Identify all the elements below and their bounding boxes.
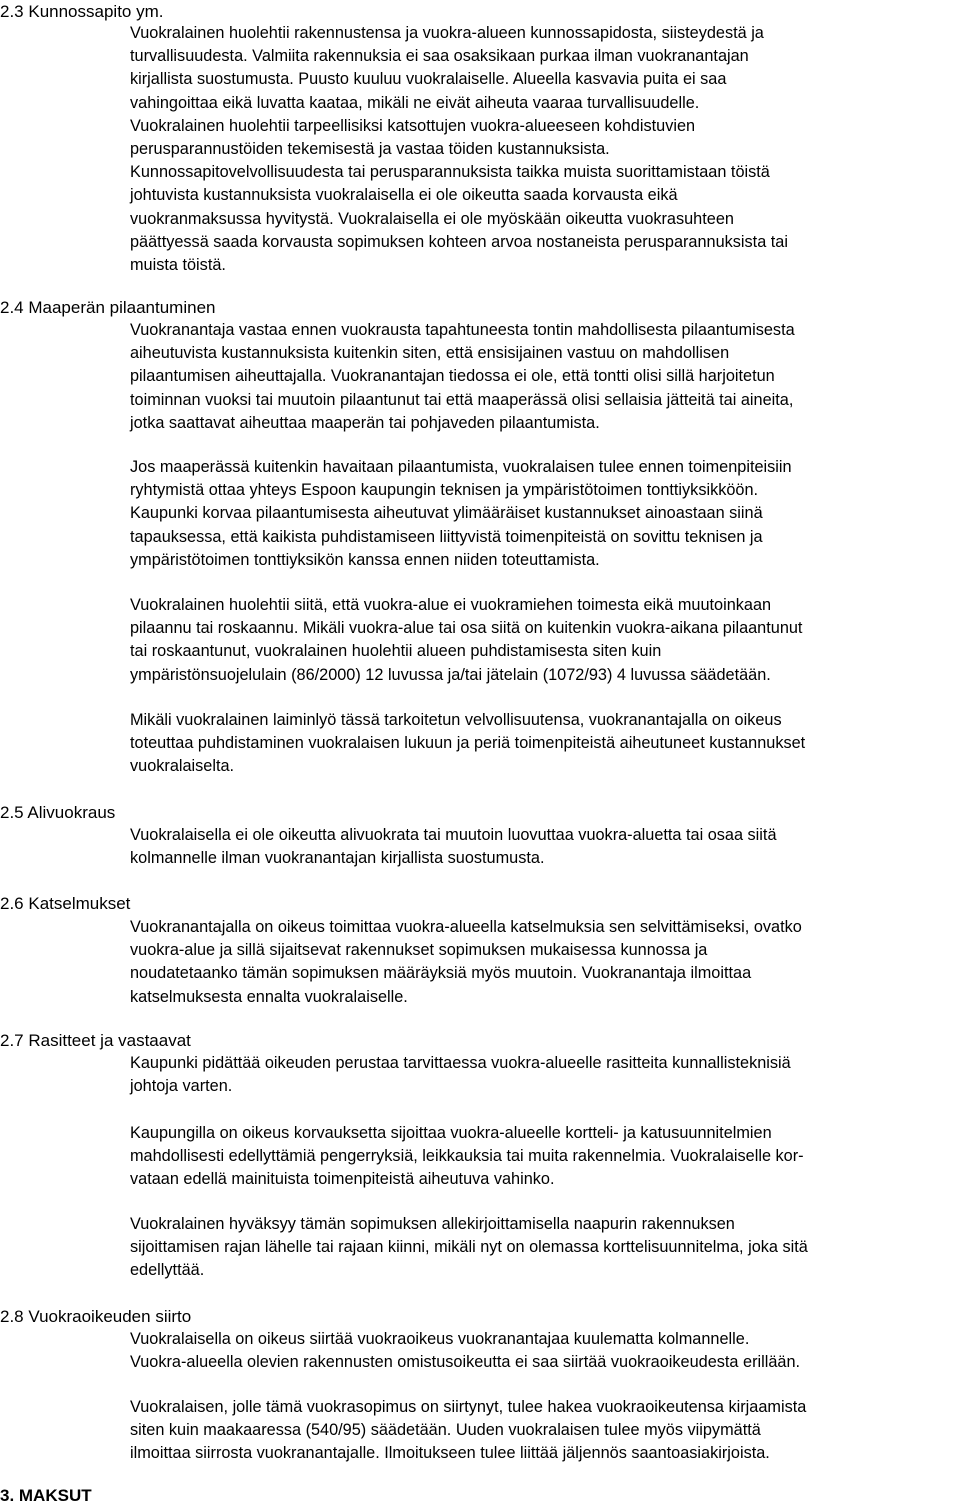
section-title-2-5: 2.5 Alivuokraus xyxy=(0,803,116,822)
text-line: ilmoittaa siirrosta vuokranantajalle. Ilmoitukseen tulee liittää jäljennös saantoasiakirjoista. xyxy=(130,1444,770,1463)
text-line: Kaupunki pidättää oikeuden perustaa tarvittaessa vuokra-alueelle rasitteita kunnallisteknisiä xyxy=(130,1054,791,1072)
text-line: vuokranmaksussa hyvitystä. Vuokralaisella ei ole myöskään oikeutta vuokrasuhteen xyxy=(130,209,734,228)
text-line: muista töistä. xyxy=(130,256,226,275)
text-line: vuokra-alue ja sillä sijaitsevat rakennukset sopimuksen mukaisessa kunnossa ja xyxy=(130,941,708,960)
paragraph-2-5-1 xyxy=(130,824,956,870)
text-line: Vuokra-alueella olevien rakennusten omistusoikeutta ei saa siirtää vuokraoikeudesta erillään. xyxy=(130,1353,801,1372)
text-line: Vuokralainen huolehtii tarpeellisiksi katsottujen vuokra-alueeseen kohdistuvien xyxy=(130,116,696,135)
section-heading-maksut: 3. MAKSUT xyxy=(0,1486,92,1505)
text-line: Mikäli vuokralainen laiminlyö tässä tarkoitetun velvollisuutensa, vuokranantajalla on oikeus xyxy=(130,711,782,729)
paragraph-2-4-1 xyxy=(130,319,956,435)
text-line: kolmannelle ilman vuokranantajan kirjallista suostumusta. xyxy=(130,849,545,868)
text-line: päättyessä saada korvausta sopimuksen kohteen arvoa nostaneista perusparannuksista tai xyxy=(130,232,788,251)
text-line: Vuokralainen huolehtii siitä, että vuokra-alue ei vuokramiehen toimesta eikä muutoinkaan xyxy=(130,596,772,614)
text-line: Vuokralaisen, jolle tämä vuokrasopimus on siirtynyt, tulee hakea vuokraoikeutensa kirjaamista xyxy=(130,1398,807,1416)
text-line: vuokralaiselta. xyxy=(130,757,235,776)
section-title-2-3: 2.3 Kunnossapito ym. xyxy=(0,2,164,21)
text-line: ympäristötoimen tonttiyksikön kanssa ennen niiden toteuttamista. xyxy=(130,550,600,569)
paragraph-2-8-2 xyxy=(130,1396,956,1466)
text-line: toteuttaa puhdistaminen vuokralaisen lukuun ja periä toimenpiteistä aiheutuneet kustannukset xyxy=(130,734,806,753)
text-line: edellyttää. xyxy=(130,1261,205,1280)
paragraph-2-7-3 xyxy=(130,1213,956,1283)
paragraph-2-4-4 xyxy=(130,709,956,779)
text-line: Kaupungilla on oikeus korvauksetta sijoittaa vuokra-alueelle kortteli- ja katusuunnitelmien xyxy=(130,1124,772,1142)
text-line: Kaupunki korvaa pilaantumisesta aiheutuvat ylimääräiset kustannukset ainoastaan siinä xyxy=(130,504,763,523)
text-line: Kunnossapitovelvollisuudesta tai perusparannuksista taikka muista suorittamistaan töistä xyxy=(130,163,770,182)
text-line: Jos maaperässä kuitenkin havaitaan pilaantumista, vuokralaisen tulee ennen toimenpiteisiin xyxy=(130,458,792,476)
text-line: toiminnan vuoksi tai muutoin pilaantunut tai että maaperässä olisi sellaisia jätteitä tai aineita, xyxy=(130,390,794,409)
text-line: johtuvista kustannuksista vuokralaisella ei ole oikeutta saada korvausta eikä xyxy=(130,186,678,205)
text-line: sijoittamisen rajan lähelle tai rajaan kiinni, mikäli nyt on olemassa korttelisuunnitelma, joka sitä xyxy=(130,1238,808,1257)
text-line: mahdollisesti edellyttämiä pengerryksiä, leikkauksia tai muita rakennelmia. Vuokralaiselle kor- xyxy=(130,1147,804,1166)
paragraph-2-4-2 xyxy=(130,456,956,572)
text-line: Vuokranantaja vastaa ennen vuokrausta tapahtuneesta tontin mahdollisesta pilaantumisesta xyxy=(130,321,795,339)
text-line: johtoja varten. xyxy=(130,1077,233,1096)
paragraph-2-8-1 xyxy=(130,1328,956,1374)
text-line: pilaannu tai roskaannu. Mikäli vuokra-alue tai osa siitä on kuitenkin vuokra-aikana pilaantunut xyxy=(130,619,803,638)
text-line: pilaantumisen aiheuttajalla. Vuokranantajan tiedossa ei ole, että tontti olisi sillä harjoitetun xyxy=(130,367,775,386)
text-line: Vuokralainen hyväksyy tämän sopimuksen allekirjoittamisella naapurin rakennuksen xyxy=(130,1215,735,1233)
text-line: turvallisuudesta. Valmiita rakennuksia ei saa osaksikaan purkaa ilman vuokranantajan xyxy=(130,47,749,66)
text-line: siten kuin maakaaressa (540/95) säädetään. Uuden vuokralaisen tulee myös viipymättä xyxy=(130,1421,761,1440)
paragraph-2-6-1 xyxy=(130,916,956,1009)
text-line: vahingoittaa eikä luvatta kaataa, mikäli ne eivät aiheuta vaaraa turvallisuudelle. xyxy=(130,93,700,112)
text-line: perusparannustöiden tekemisestä ja vastaa töiden kustannuksista. xyxy=(130,140,610,159)
section-title-2-8: 2.8 Vuokraoikeuden siirto xyxy=(0,1307,192,1326)
text-line: jotka saattavat aiheuttaa maaperän tai pohjaveden pilaantumista. xyxy=(130,413,600,432)
text-line: ryhtymistä ottaa yhteys Espoon kaupungin teknisen ja ympäristötoimen tonttiyksikköön. xyxy=(130,481,759,500)
paragraph-2-4-3 xyxy=(130,594,956,687)
section-title-2-4: 2.4 Maaperän pilaantuminen xyxy=(0,298,216,317)
text-line: aiheutuvista kustannuksista kuitenkin siten, että ensisijainen vastuu on mahdollisen xyxy=(130,344,730,363)
text-line: tapauksessa, että kaikista puhdistamiseen liittyvistä toimenpiteistä on sovittu teknisen ja xyxy=(130,527,763,546)
text-line: katselmuksesta ennalta vuokralaiselle. xyxy=(130,987,408,1006)
text-line: kirjallista suostumusta. Puusto kuuluu vuokralaiselle. Alueella kasvavia puita ei saa xyxy=(130,70,727,89)
text-line: Vuokranantajalla on oikeus toimittaa vuokra-alueella katselmuksia sen selvittämiseksi, ovatko xyxy=(130,918,802,936)
text-line: vataan edellä mainituista toimenpiteistä aiheutuva vahinko. xyxy=(130,1170,555,1189)
section-title-2-6: 2.6 Katselmukset xyxy=(0,894,131,913)
paragraph-2-7-2 xyxy=(130,1122,956,1192)
section-title-2-7: 2.7 Rasitteet ja vastaavat xyxy=(0,1031,191,1050)
text-line: Vuokralainen huolehtii rakennustensa ja vuokra-alueen kunnossapidosta, siisteydestä ja xyxy=(130,24,764,42)
text-line: tai roskaantunut, vuokralainen huolehtii alueen puhdistamisesta siten kuin xyxy=(130,642,662,661)
paragraph-2-3-1 xyxy=(130,22,956,277)
text-line: noudatetaanko tämän sopimuksen määräyksiä myös muutoin. Vuokranantaja ilmoittaa xyxy=(130,964,752,983)
paragraph-2-7-1 xyxy=(130,1052,956,1098)
text-line: Vuokralaisella ei ole oikeutta alivuokrata tai muutoin luovuttaa vuokra-aluetta tai osaa siitä xyxy=(130,826,777,844)
text-line: Vuokralaisella on oikeus siirtää vuokraoikeus vuokranantajaa kuulematta kolmannelle. xyxy=(130,1330,750,1348)
text-line: ympäristönsuojelulain (86/2000) 12 luvussa ja/tai jätelain (1072/93) 4 luvussa säädetään. xyxy=(130,665,771,684)
